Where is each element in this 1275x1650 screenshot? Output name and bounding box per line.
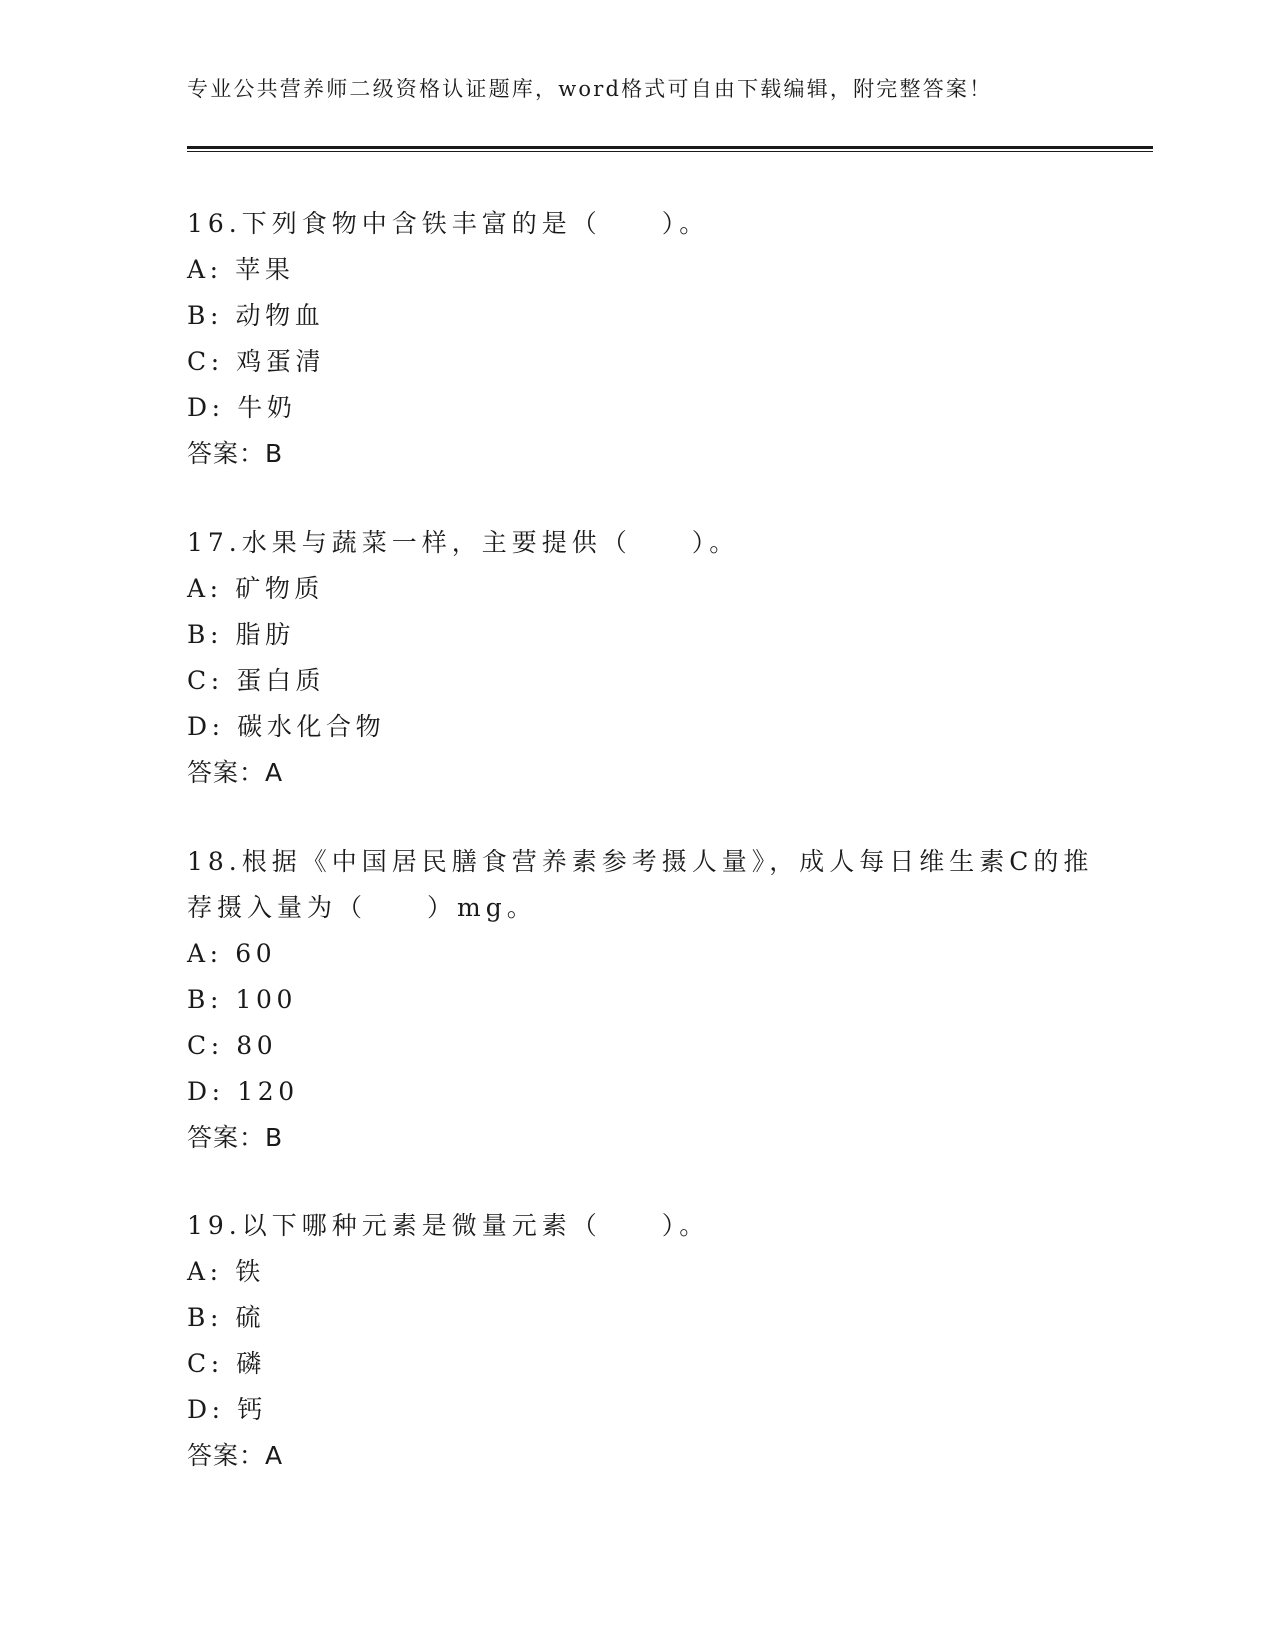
answer-line: 答案：B xyxy=(187,1123,284,1152)
option-c: C: 蛋白质 xyxy=(187,666,326,695)
option-b: B: 硫 xyxy=(187,1303,266,1332)
page-header: 专业公共营养师二级资格认证题库，word格式可自由下载编辑，附完整答案！ xyxy=(187,77,993,101)
option-a: A: 矿物质 xyxy=(187,574,325,603)
question-stem-line-2: 荐摄入量为（ ）mg。 xyxy=(187,893,537,922)
option-c: C: 鸡蛋清 xyxy=(187,347,326,376)
answer-line: 答案：A xyxy=(187,758,284,787)
question-17 xyxy=(187,520,1087,796)
question-stem-line-1: 18.根据《中国居民膳食营养素参考摄人量》，成人每日维生素C的推 xyxy=(187,847,1094,876)
question-19 xyxy=(187,1203,1087,1479)
option-d: D: 碳水化合物 xyxy=(187,712,386,741)
option-b: B: 脂肪 xyxy=(187,620,295,649)
answer-line: 答案：B xyxy=(187,439,284,468)
option-c: C: 磷 xyxy=(187,1349,266,1378)
option-a: A: 60 xyxy=(187,939,277,968)
option-d: D: 牛奶 xyxy=(187,393,297,422)
option-b: B: 动物血 xyxy=(187,301,325,330)
option-a: A: 苹果 xyxy=(187,255,295,284)
question-stem: 17.水果与蔬菜一样，主要提供（ ）。 xyxy=(187,528,740,557)
question-stem: 19.以下哪种元素是微量元素（ ）。 xyxy=(187,1211,710,1240)
question-18 xyxy=(187,839,1094,1161)
question-stem: 16.下列食物中含铁丰富的是（ ）。 xyxy=(187,209,710,238)
option-d: D: 钙 xyxy=(187,1395,267,1424)
option-a: A: 铁 xyxy=(187,1257,265,1286)
option-b: B: 100 xyxy=(187,985,298,1014)
question-16 xyxy=(187,201,1087,477)
answer-line: 答案：A xyxy=(187,1441,284,1470)
header-rule-thin xyxy=(187,151,1153,152)
header-rule-thick xyxy=(187,146,1153,149)
option-d: D: 120 xyxy=(187,1077,299,1106)
option-c: C: 80 xyxy=(187,1031,278,1060)
